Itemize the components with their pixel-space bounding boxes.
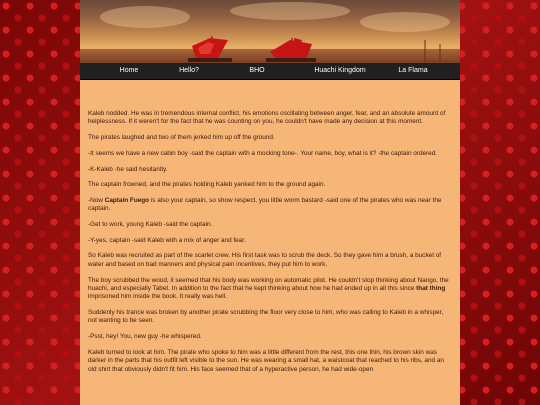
text: is also your captain, so show respect, you little worm bastard -said one of the pirates who was near the captain. [88, 196, 442, 213]
paragraph: -K-Kaleb -he said hesitantly. [88, 165, 168, 173]
bold-text: Captain Fuego [104, 196, 150, 204]
paragraph [88, 197, 452, 214]
main-nav [80, 63, 460, 80]
text: -Now [88, 196, 105, 204]
nav-la-flama[interactable]: La Flama [398, 67, 428, 74]
ship-right-icon [266, 38, 316, 62]
paragraph: The pirates laughed and two of them jerked him up off the ground. [88, 134, 275, 142]
paragraph: So Kaleb was recruited as part of the scarlet crew. His first task was to scrub the deck. So they gave him a brush, a bucket of water and based on bad manners and physical pain incentives, they put him to work. [88, 252, 442, 268]
paragraph: -It seems we have a new cabin boy -said the captain with a mocking tone-. Your name, boy, what is it? -the captain ordered. [88, 149, 438, 157]
nav-home[interactable]: Home [119, 67, 139, 74]
nav-bho[interactable]: BHO [249, 67, 265, 74]
paragraph: -Y-yes, captain -said Kaleb with a mix of anger and fear. [88, 236, 246, 244]
ship-left-icon [188, 36, 232, 62]
page-container [80, 0, 460, 405]
paragraph: Suddenly his trance was broken by another pirate scrubbing the floor very close to him, who was calling to Kaleb in a whisper, not wanting to be seen. [88, 309, 444, 325]
pirate-ships-illustration [80, 0, 460, 63]
paragraph: -Get to work, young Kaleb -said the captain. [88, 221, 213, 229]
bold-text: that thing [416, 284, 446, 292]
paragraph: Kaleb nodded. He was in tremendous internal conflict, his emotions oscillating between anger, fear, and an absolute amount of helplessness. If it weren't for the fact that he was counting on you, he couldn't have made any decision at this moment. [88, 110, 446, 126]
story-content [80, 80, 460, 374]
header-banner [80, 0, 460, 63]
nav-hello[interactable]: Hello? [179, 67, 199, 74]
paragraph: -Psst, hey! You, new guy -he whispered. [88, 333, 202, 341]
paragraph: Kaleb turned to look at him. The pirate who spoke to him was a little different from the rest, this one thin, his brown skin was darker in the parts that his outfit left visible to the sun. He was wearing a small hat, a waistcoat that reached to his ribs, and an old shirt that obviously didn't fit him. His face seemed that of a hyperactive person, he had wide-open [88, 348, 444, 373]
text: imprisoned him inside the book. It really was hell. [88, 293, 227, 301]
paragraph [88, 277, 452, 302]
text: The boy scrubbed the wood, it seemed that his body was working on automatic pilot. He couldn't stop thinking about Nango, the huachi, and especially Tabet. In addition to the fact that he kept thinking about how he had ended up in all this since [88, 276, 449, 292]
nav-huachi-kingdom[interactable]: Huachi Kingdom [314, 67, 366, 74]
paragraph: The captain frowned, and the pirates holding Kaleb yanked him to the ground again. [88, 181, 326, 189]
